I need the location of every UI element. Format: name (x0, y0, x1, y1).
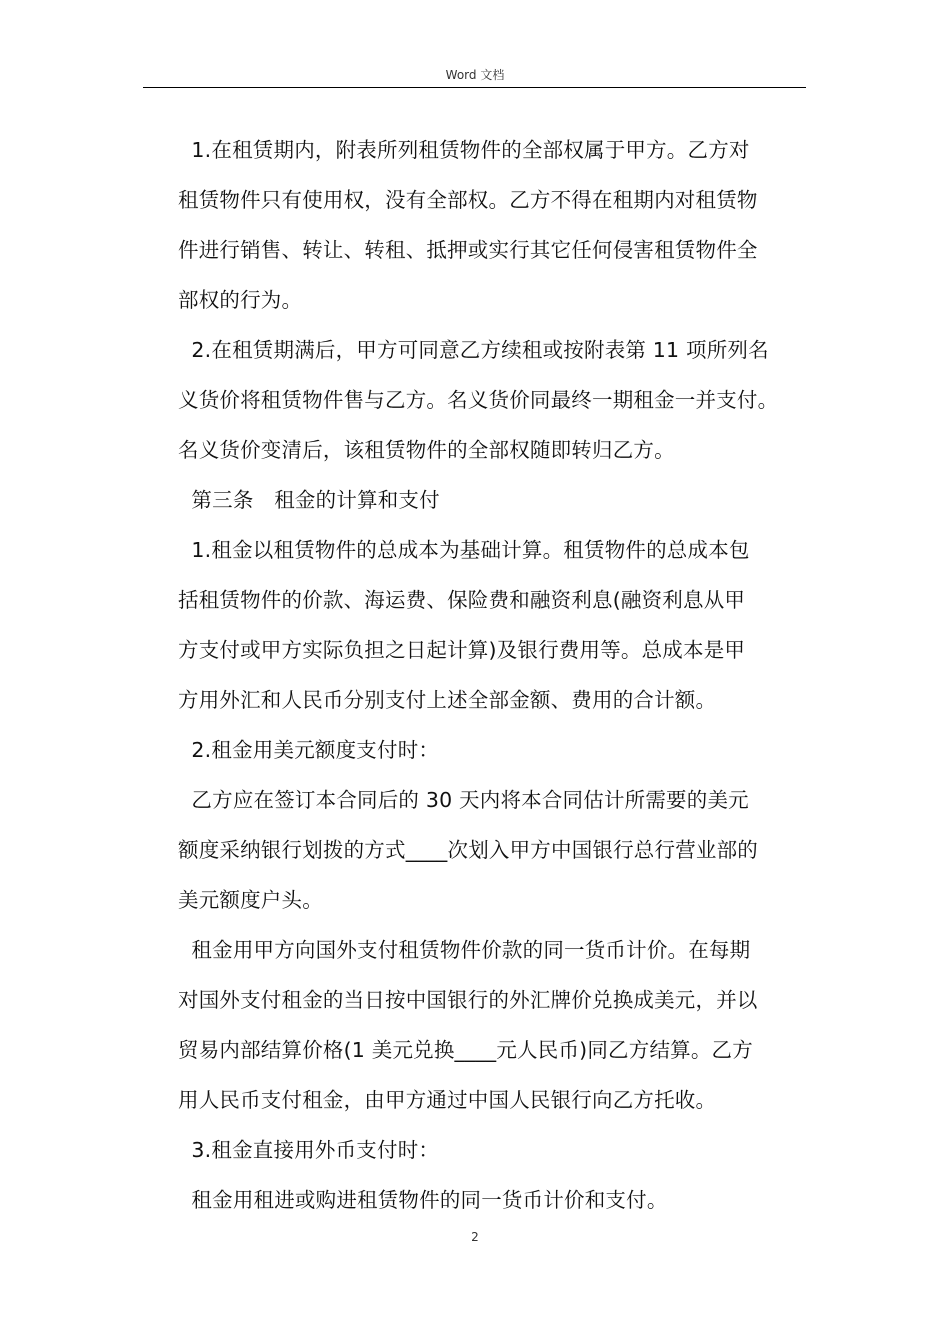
body-line: 租金用租进或购进租赁物件的同一货币计价和支付。 (178, 1188, 668, 1212)
body-line: 用人民币支付租金，由甲方通过中国人民银行向乙方托收。 (178, 1088, 717, 1112)
page-number: 2 (471, 1230, 479, 1244)
document-header-title: Word 文档 (445, 68, 505, 82)
section-heading: 第三条 租金的计算和支付 (178, 488, 440, 512)
body-line: 贸易内部结算价格(1 美元兑换____元人民币)同乙方结算。乙方 (178, 1038, 753, 1062)
body-line: 名义货价变清后，该租赁物件的全部权随即转归乙方。 (178, 438, 675, 462)
body-line: 括租赁物件的价款、海运费、保险费和融资利息(融资利息从甲 (178, 588, 746, 612)
body-line: 义货价将租赁物件售与乙方。名义货价同最终一期租金一并支付。 (178, 388, 779, 412)
body-line: 方用外汇和人民币分别支付上述全部金额、费用的合计额。 (178, 688, 717, 712)
body-line: 方支付或甲方实际负担之日起计算)及银行费用等。总成本是甲 (178, 638, 746, 662)
body-line: 美元额度户头。 (178, 888, 323, 912)
body-line: 1.在租赁期内，附表所列租赁物件的全部权属于甲方。乙方对 (178, 138, 750, 162)
body-line: 2.在租赁期满后，甲方可同意乙方续租或按附表第 11 项所列名 (178, 338, 769, 362)
body-line: 件进行销售、转让、转租、抵押或实行其它任何侵害租赁物件全 (178, 238, 758, 262)
body-line: 额度采纳银行划拨的方式____次划入甲方中国银行总行营业部的 (178, 838, 758, 862)
body-line: 乙方应在签订本合同后的 30 天内将本合同估计所需要的美元 (178, 788, 749, 812)
body-line: 对国外支付租金的当日按中国银行的外汇牌价兑换成美元，并以 (178, 988, 758, 1012)
body-line: 部权的行为。 (178, 288, 303, 312)
body-line: 3.租金直接用外币支付时： (178, 1138, 440, 1162)
body-line: 租金用甲方向国外支付租赁物件价款的同一货币计价。在每期 (178, 938, 751, 962)
body-line: 1.租金以租赁物件的总成本为基础计算。租赁物件的总成本包 (178, 538, 750, 562)
body-line: 2.租金用美元额度支付时： (178, 738, 440, 762)
header-divider (143, 87, 806, 88)
body-line: 租赁物件只有使用权，没有全部权。乙方不得在租期内对租赁物 (178, 188, 758, 212)
